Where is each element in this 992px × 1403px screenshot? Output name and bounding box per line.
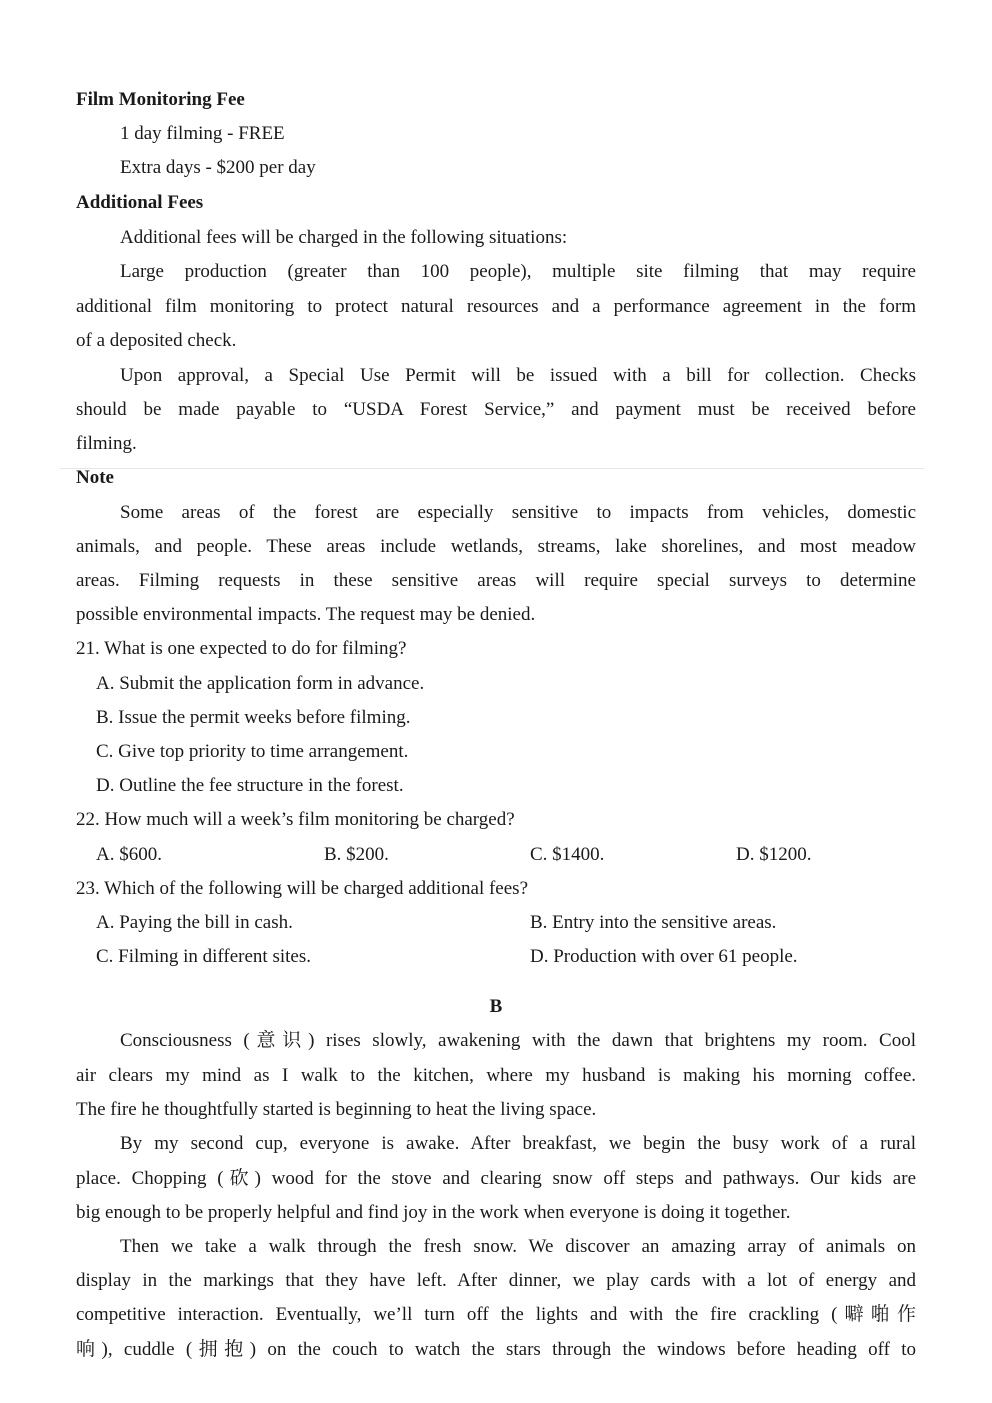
note-heading: Note	[76, 467, 114, 488]
question-21-option-a[interactable]: A. Submit the application form in advance.	[96, 673, 425, 694]
additional-fees-heading: Additional Fees	[76, 192, 204, 213]
question-22-stem: 22. How much will a week’s film monitoring be charged?	[76, 809, 515, 830]
question-22-option-c[interactable]: C. $1400.	[530, 844, 605, 865]
paragraph-line: The fire he thoughtfully started is beginning to heat the living space.	[76, 1099, 597, 1120]
paragraph-line: air clears my mind as I walk to the kitchen, where my husband is making his morning coffee.	[76, 1065, 916, 1086]
paragraph-line: additional film monitoring to protect natural resources and a performance agreement in the form	[76, 296, 916, 317]
paragraph-line: competitive interaction. Eventually, we’ll turn off the lights and with the fire crackling (噼啪作	[76, 1304, 916, 1325]
paragraph-line: Consciousness (意识) rises slowly, awakening with the dawn that brightens my room. Cool	[120, 1030, 916, 1051]
question-23-option-c[interactable]: C. Filming in different sites.	[96, 946, 311, 967]
question-22-option-a[interactable]: A. $600.	[96, 844, 162, 865]
film-fee-line: 1 day filming - FREE	[120, 123, 285, 144]
paragraph-line: Then we take a walk through the fresh snow. We discover an amazing array of animals on	[120, 1236, 916, 1257]
question-21-option-b[interactable]: B. Issue the permit weeks before filming.	[96, 707, 411, 728]
question-23-option-a[interactable]: A. Paying the bill in cash.	[96, 912, 293, 933]
paragraph-line: big enough to be properly helpful and find joy in the work when everyone is doing it together.	[76, 1202, 791, 1223]
paragraph-line: filming.	[76, 433, 137, 454]
question-21-option-c[interactable]: C. Give top priority to time arrangement.	[96, 741, 409, 762]
paragraph-line: 响), cuddle (拥抱) on the couch to watch the stars through the windows before heading off to	[76, 1339, 916, 1360]
film-fee-heading: Film Monitoring Fee	[76, 89, 245, 110]
paragraph-line: By my second cup, everyone is awake. After breakfast, we begin the busy work of a rural	[120, 1133, 916, 1154]
question-23-option-b[interactable]: B. Entry into the sensitive areas.	[530, 912, 777, 933]
question-21-stem: 21. What is one expected to do for filming?	[76, 638, 407, 659]
question-21-option-d[interactable]: D. Outline the fee structure in the forest.	[96, 775, 404, 796]
paragraph-line: place. Chopping (砍) wood for the stove and clearing snow off steps and pathways. Our kids are	[76, 1168, 916, 1189]
paragraph-line: of a deposited check.	[76, 330, 237, 351]
paragraph-line: possible environmental impacts. The request may be denied.	[76, 604, 536, 625]
question-23-stem: 23. Which of the following will be charged additional fees?	[76, 878, 529, 899]
additional-fees-intro: Additional fees will be charged in the following situations:	[120, 227, 568, 248]
paragraph-line: Large production (greater than 100 people), multiple site filming that may require	[120, 261, 916, 282]
section-b-heading: B	[489, 996, 503, 1017]
film-fee-line: Extra days - $200 per day	[120, 157, 316, 178]
paragraph-line: areas. Filming requests in these sensitive areas will require special surveys to determine	[76, 570, 916, 591]
paragraph-line: animals, and people. These areas include wetlands, streams, lake shorelines, and most meadow	[76, 536, 916, 557]
paragraph-line: should be made payable to “USDA Forest Service,” and payment must be received before	[76, 399, 916, 420]
paragraph-line: Some areas of the forest are especially sensitive to impacts from vehicles, domestic	[120, 502, 916, 523]
paragraph-line: Upon approval, a Special Use Permit will be issued with a bill for collection. Checks	[120, 365, 916, 386]
question-22-option-b[interactable]: B. $200.	[324, 844, 389, 865]
question-22-option-d[interactable]: D. $1200.	[736, 844, 812, 865]
question-23-option-d[interactable]: D. Production with over 61 people.	[530, 946, 798, 967]
paragraph-line: display in the markings that they have left. After dinner, we play cards with a lot of energy and	[76, 1270, 916, 1291]
